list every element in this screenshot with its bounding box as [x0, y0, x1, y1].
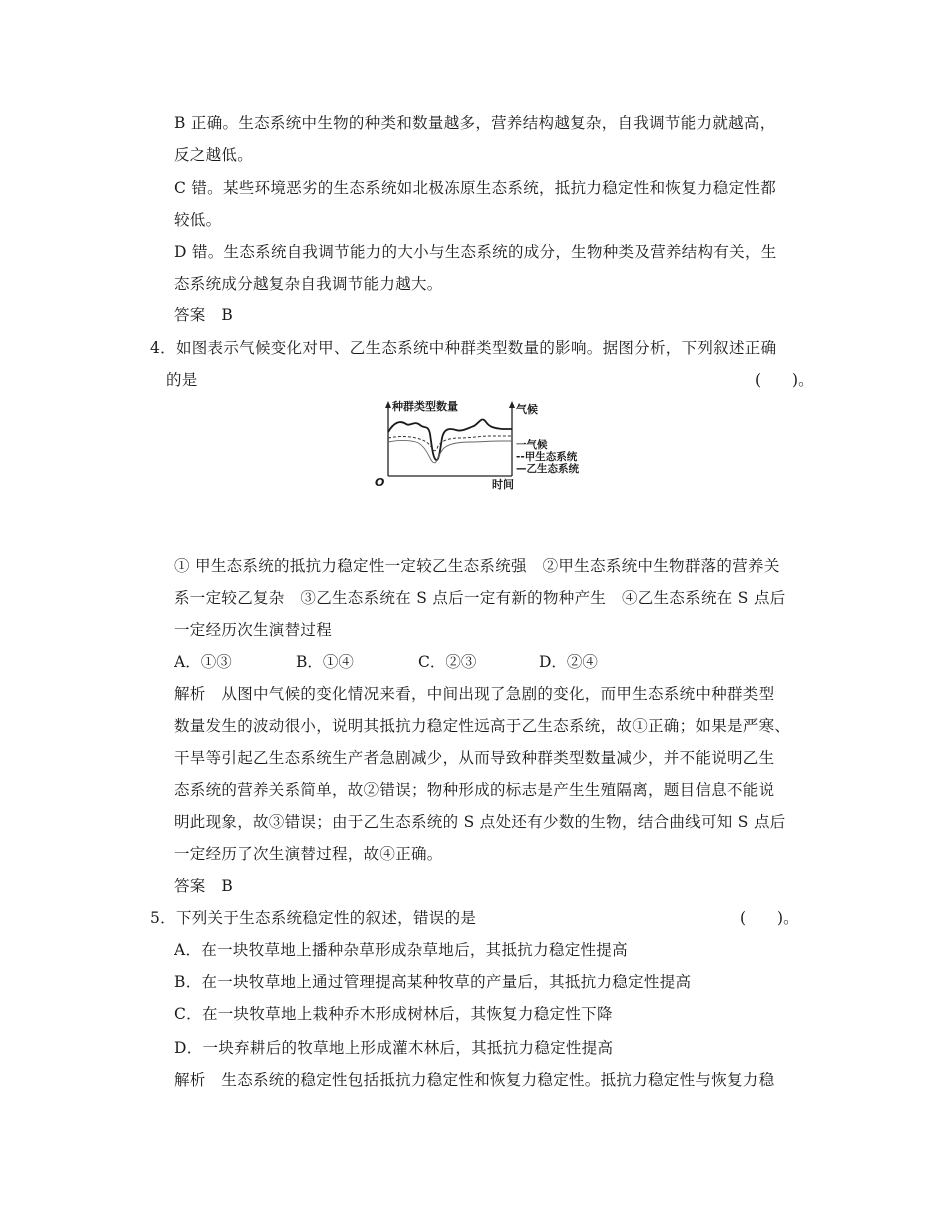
q5-answer-blank: ( )。: [740, 909, 799, 927]
right-axis-label: 气候: [516, 403, 538, 416]
legend-climate: 一气候: [516, 439, 548, 451]
q4-figure: [370, 398, 610, 490]
q3-explanation-line-4: 较低。: [174, 211, 222, 229]
q5-option-d: D．一块弃耕后的牧草地上形成灌木林后，其抵抗力稳定性提高: [174, 1039, 614, 1057]
yi-ecosystem-curve: [388, 441, 512, 463]
q4-analysis-line-1: 解析 从图中气候的变化情况来看，中间出现了急剧的变化，而甲生态系统中种群类型: [174, 685, 775, 703]
q4-analysis-line-3: 干旱等引起乙生态系统生产者急剧减少，从而导致种群类型数量减少，并不能说明乙生: [174, 749, 775, 767]
y-axis-arrow: [385, 401, 391, 408]
q5-option-c: C．在一块牧草地上栽种乔木形成树林后，其恢复力稳定性下降: [174, 1005, 613, 1023]
q4-analysis-line-5: 明此现象，故③错误；由于乙生态系统的 S 点处还有少数的生物，结合曲线可知 S 点后: [174, 813, 786, 831]
q4-option-c: C．②③: [418, 653, 477, 671]
q5-analysis-line-1: 解析 生态系统的稳定性包括抵抗力稳定性和恢复力稳定性。抵抗力稳定性与恢复力稳: [174, 1071, 775, 1089]
q5-stem: 5．下列关于生态系统稳定性的叙述，错误的是: [150, 909, 477, 927]
q3-explanation-line-2: 反之越低。: [174, 146, 254, 164]
q3-explanation-line-3: C 错。某些环境恶劣的生态系统如北极冻原生态系统，抵抗力稳定性和恢复力稳定性都: [174, 179, 776, 197]
q4-statement-line-1: ① 甲生态系统的抵抗力稳定性一定较乙生态系统强 ②甲生态系统中生物群落的营养关: [174, 557, 780, 575]
q4-answer: 答案 B: [174, 877, 234, 895]
q4-option-b: B．①④: [296, 653, 354, 671]
q3-explanation-line-1: B 正确。生态系统中生物的种类和数量越多，营养结构越复杂，自我调节能力就越高，: [174, 114, 776, 132]
legend-jia: --甲生态系统: [516, 451, 578, 463]
climate-curve: [388, 419, 512, 460]
q4-answer-blank: ( )。: [755, 371, 814, 389]
q4-analysis-line-6: 一定经历了次生演替过程，故④正确。: [174, 845, 443, 863]
jia-ecosystem-curve: [388, 436, 512, 451]
q4-statement-line-2: 系一定较乙复杂 ③乙生态系统在 S 点后一定有新的物种产生 ④乙生态系统在 S 点后: [174, 589, 786, 607]
q4-stem-line-2: 的是: [166, 371, 198, 389]
q4-option-d: D．②④: [539, 653, 598, 671]
origin-label: O: [375, 476, 385, 489]
legend-yi: —乙生态系统: [516, 463, 579, 475]
q4-analysis-line-2: 数量发生的波动很小，说明其抵抗力稳定性远高于乙生态系统，故①正确；如果是严寒、: [174, 717, 791, 735]
q3-explanation-line-5: D 错。生态系统自我调节能力的大小与生态系统的成分，生物种类及营养结构有关，生: [174, 243, 777, 261]
q5-option-b: B．在一块牧草地上通过管理提高某种牧草的产量后，其抵抗力稳定性提高: [174, 973, 692, 991]
q4-statement-line-3: 一定经历次生演替过程: [174, 621, 333, 639]
q3-answer: 答案 B: [174, 306, 234, 324]
right-axis-arrow: [509, 401, 515, 408]
q4-analysis-line-4: 态系统的营养关系简单，故②错误；物种形成的标志是产生生殖隔离，题目信息不能说: [174, 781, 775, 799]
q5-option-a: A．在一块牧草地上播种杂草形成杂草地后，其抵抗力稳定性提高: [174, 941, 628, 959]
q3-explanation-line-6: 态系统成分越复杂自我调节能力越大。: [174, 275, 443, 293]
q4-option-a: A．①③: [174, 653, 232, 671]
y-axis-label: 种群类型数量: [392, 400, 458, 413]
x-axis-label: 时间: [492, 478, 514, 490]
q4-stem-line-1: 4．如图表示气候变化对甲、乙生态系统中种群类型数量的影响。据图分析，下列叙述正确: [150, 339, 777, 357]
